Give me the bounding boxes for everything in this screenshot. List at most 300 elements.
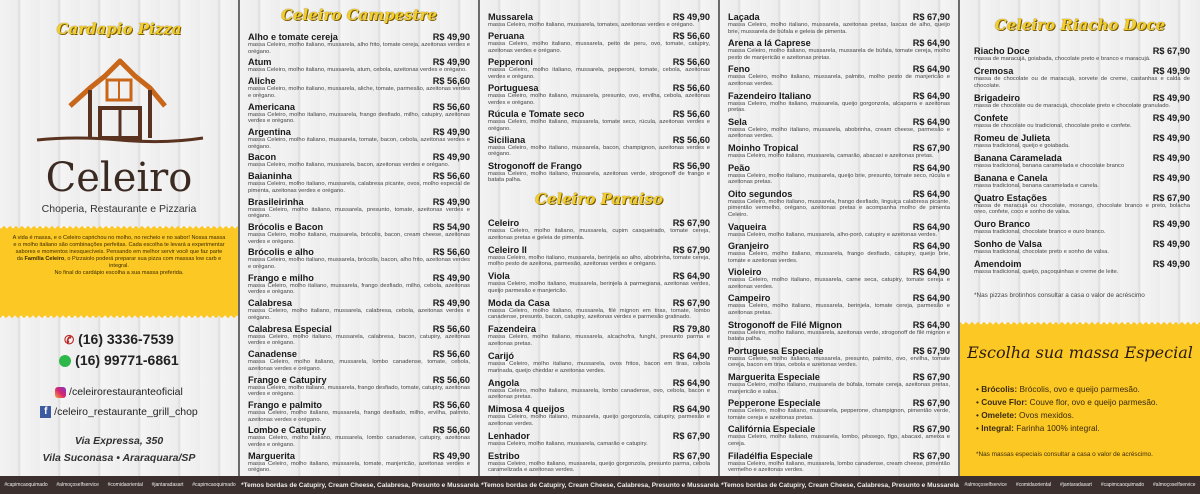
menu-item-price: R$ 56,60 [432,399,470,410]
menu-item-name: Angola [488,377,520,388]
menu-item [488,12,710,29]
menu-item-description: massa Celeiro, molho italiano, mussarela, presunto, tomate, azeitonas verdes e orégano. [248,206,470,220]
hashtag: #almoçoselfservice [1153,482,1196,488]
menu-item [974,113,1190,130]
menu-item-header [248,247,470,257]
menu-item [488,298,710,321]
campestre-paraiso-panel [480,0,720,476]
menu-item-name: Brigadeiro [974,92,1020,103]
menu-item-name: Peruana [488,31,525,42]
menu-item-header [488,135,710,145]
menu-item-name: Rúcula e Tomate seco [488,108,585,119]
menu-item-description: massa Celeiro, molho italiano, mussarela de búfala, tomate cereja, azeitonas pretas, manjericão e salsa. [728,382,950,395]
menu-item-description: massa Celeiro, molho italiano, mussarela, berinjela à parmegiana, azeitonas verdes, queijo parmesão e manjericão. [488,281,710,294]
menu-item-price: R$ 67,90 [672,450,710,461]
menu-item [728,267,950,290]
menu-item-name: Romeu de Julieta [974,132,1051,143]
campestre-panel [240,0,480,476]
menu-item-description: massa Celeiro, molho italiano, mussarela, tomate seco, rúcula, azeitonas verdes e orégano. [488,118,710,132]
menu-item-description: massa tradicional, queijo e goiabada. [974,142,1070,149]
menu-item [974,173,1190,190]
menu-item-header [728,12,950,22]
menu-item-name: Granjeiro [728,241,769,252]
menu-item-price: R$ 64,90 [912,116,950,127]
menu-item-price: R$ 49,90 [672,12,710,22]
menu-item-name: Brócolis e Bacon [248,222,324,233]
menu-item-price: R$ 56,90 [672,160,710,171]
cover-panel [0,0,240,476]
menu-item-name: Siciliana [488,134,526,145]
menu-item-header [248,273,470,283]
whatsapp-number[interactable]: (16) 99771-6861 [75,352,179,368]
borders-note-footer: *Temos bordas de Catupiry, Cream Cheese, Calabresa, Presunto e Mussarela [720,476,960,494]
menu-item [248,247,470,270]
borders-note-footer: *Temos bordas de Catupiry, Cream Cheese, Calabresa, Presunto e Mussarela [480,476,720,494]
menu-item [248,76,470,99]
menu-item-header [974,66,1190,76]
menu-item [248,298,470,321]
menu-item [488,57,710,80]
menu-item-header [974,133,1190,143]
menu-item-price: R$ 64,90 [912,162,950,173]
menu-item-description: massa Celeiro, molho italiano, mussarela, alcachofra, funghi, presunto parma e azeitonas pretas. [488,334,710,347]
menu-item [488,324,710,347]
menu-item [248,400,470,423]
menu-item-price: R$ 67,90 [912,372,950,383]
menu-item-header [728,189,950,199]
menu-item-name: Marguerita Especiale [728,372,820,383]
pizza-list [728,12,950,474]
menu-item-description: massa Celeiro, molho italiano, mussarela, palmito, molho pesto de manjericão e azeitonas verdes. [728,74,950,87]
menu-item-price: R$ 67,90 [1152,46,1190,56]
menu-item-price: R$ 49,90 [432,32,470,42]
menu-item-name: Quatro Estações [974,192,1048,203]
menu-item [974,153,1190,170]
menu-item [728,222,950,239]
menu-item [488,109,710,132]
massa-title: Escolha sua massa Especial [967,343,1193,362]
whatsapp-icon [59,355,71,367]
menu-item-price: R$ 56,60 [672,108,710,119]
intro-band [0,229,238,315]
menu-item [248,222,470,245]
massa-option: • Integral: Farinha 100% integral. [976,423,1100,433]
sweet-pizza-list [974,46,1190,276]
menu-item [248,349,470,372]
menu-item-name: Calabresa [248,298,292,309]
menu-item-description: massa Celeiro, molho italiano, mussarela, tomate, manjericão, azeitonas verdes e orégano. [248,460,470,474]
menu-item-header [488,351,710,361]
menu-item-name: Pepperone Especiale [728,398,821,409]
hashtag: #capimcaoquimado [192,482,236,488]
menu-item-header [248,298,470,308]
menu-item-price: R$ 56,60 [432,374,470,385]
menu-item-description: massa Celeiro, molho italiano, mussarela, pepperone, champignon, pimentão verde, tomate cereja e azeitonas pretas. [728,408,950,421]
menu-item-price: R$ 54,90 [432,222,470,233]
menu-item-price: R$ 49,90 [432,57,470,68]
menu-item [248,32,470,55]
menu-item [728,241,950,264]
menu-item-description: massa Celeiro, molho italiano, mussarela, aliche, tomate, parmesão, azeitonas verdes e orégano. [248,86,470,99]
massa-options [976,383,1158,435]
menu-item-description: massa Celeiro, molho italiano, mussarela, queijo gorgonzola, alcaparra e azeitonas pretas. [728,100,950,114]
menu-item-name: Mimosa 4 queijos [488,404,565,415]
facebook-line [0,406,238,418]
menu-item-description: massa Celeiro, molho italiano, mussarela, calabresa picante, ovos, molho especial de pimenta, azeitonas verdes e orégano. [248,181,470,194]
menu-item-price: R$ 56,60 [672,31,710,42]
menu-item-price: R$ 49,90 [1152,112,1190,123]
menu-item-description: massa Celeiro, molho italiano, mussarela, abobrinha, cream cheese, parmesão e azeitonas verdes. [728,126,950,140]
menu-item-description: massa Celeiro, molho italiano, mussarela, queijo gorgonzola, presunto parma, cebola caramelizada e azeitonas verdes. [488,460,710,474]
menu-item-description: massa Celeiro, molho italiano, mussarela, frango desfiado, linguiça calabresa picante, pimentão vermelho, orégano, azeitonas pretas e acompanha molho de pimenta Celeiro. [728,198,950,218]
menu-item-header [248,222,470,232]
menu-item [488,351,710,374]
menu-item-price: R$ 64,90 [672,377,710,388]
menu-item-name: Banana Caramelada [974,152,1062,163]
menu-item-header [248,324,470,334]
menu-item [728,117,950,140]
menu-item-description: massa Celeiro, molho italiano, mussarela, queijo gorgonzola, catupiry, parmesão e azeitonas verdes. [488,414,710,427]
menu-item-name: Mussarela [488,12,533,22]
menu-item-price: R$ 64,90 [912,38,950,49]
menu-item-header [248,57,470,67]
menu-item-name: Lombo e Catupiry [248,425,327,436]
menu-item [728,293,950,316]
menu-item [728,38,950,61]
menu-item-price: R$ 67,90 [912,450,950,461]
menu-item-header [728,117,950,127]
massa-band [960,325,1200,476]
menu-item-header [974,46,1190,56]
menu-item-header [248,152,470,162]
menu-item [728,451,950,474]
menu-item-name: Fazendeira [488,324,536,335]
menu-item [974,219,1190,236]
menu-item-header [248,171,470,181]
menu-item-price: R$ 56,60 [672,83,710,94]
menu-item-header [488,83,710,93]
menu-item-header [728,293,950,303]
menu-title: Cardapio Pizza [56,20,182,38]
hashtag: #jantaradasart [151,482,184,488]
menu-item-header [974,93,1190,103]
menu-item-description: massa Celeiro, molho italiano, mussarela, atum, cebola, azeitonas verdes e orégano. [248,67,467,74]
menu-item-header [488,298,710,308]
menu-item-name: Carijó [488,350,515,361]
menu-item [488,31,710,54]
menu-item [974,46,1190,63]
instagram-handle[interactable]: /celeirorestauranteoficial [69,386,183,398]
menu-item-price: R$ 49,90 [1152,239,1190,250]
menu-item-description: massa Celeiro, molho italiano, mussarela, frango desfiado, catupiry, queijo brie, tomate e azeitonas verdes. [728,251,950,264]
menu-item [974,66,1190,89]
menu-item [488,218,710,241]
menu-item-header [488,12,710,22]
menu-item-description: massa Celeiro, molho italiano, mussarela, frango desfiado, tomate, catupiry, azeitonas verdes e orégano. [248,384,470,398]
menu-item-price: R$ 64,90 [672,350,710,361]
menu-item-price: R$ 49,90 [1152,219,1190,230]
menu-item-description: massa de maracujá ou chocolate, morango, chocolate branco e preto, bolacha oreo, confete, coco e sonho de valsa. [974,202,1190,216]
menu-item-header [974,239,1190,249]
menu-item-description: massa Celeiro, molho italiano, mussarela, camarão, abacaxi e azeitonas pretas. [728,152,934,159]
menu-item-header [488,451,710,461]
menu-item [728,91,950,114]
menu-item-name: Argentina [248,127,291,138]
menu-item-header [488,109,710,119]
menu-item-name: Filadélfia Especiale [728,450,813,461]
menu-item-name: Arena a lá Caprese [728,38,811,49]
menu-item [728,143,950,160]
menu-item-price: R$ 67,90 [912,345,950,356]
menu-item-price: R$ 67,90 [912,12,950,22]
menu-item-price: R$ 79,80 [672,324,710,335]
address-line-1: Via Expressa, 350 [74,435,164,447]
menu-item-description: massa de chocolate ou tradicional, chocolate preto e confete. [974,122,1132,129]
menu-item-description: massa de chocolate ou de maracujá, chocolate preto e chocolate granulado. [974,102,1171,109]
menu-item-description: massa Celeiro, molho italiano, mussarela, filé mignon em tiras, tomate, lombo canadense, presunto, bacon, catupiry, azeitonas verdes e parmesão gratinado. [488,307,710,321]
menu-item [248,57,470,74]
menu-item [728,163,950,186]
menu-item [248,273,470,296]
menu-item-price: R$ 49,90 [1152,172,1190,183]
menu-item-price: R$ 67,90 [672,218,710,228]
menu-item-description: massa de maracujá, goiabada, chocolate preto e branco e maracujá. [974,56,1151,62]
menu-item [728,189,950,219]
menu-item-name: Baianinha [248,171,292,182]
menu-item-header [248,451,470,461]
menu-item-header [488,218,710,228]
menu-item-description: massa Celeiro, molho italiano, mussarela, bacon, azeitonas verdes e orégano. [248,162,450,169]
menu-item-name: Feno [728,64,750,75]
menu-item-price: R$ 56,60 [672,134,710,145]
menu-item-name: Lenhador [488,430,530,441]
menu-item-price: R$ 64,90 [912,319,950,330]
menu-item-description: massa de chocolate ou de maracujá, sorvete de creme, castanhas e calda de chocolate. [974,76,1190,89]
menu-item-name: Campeiro [728,293,771,304]
menu-item-price: R$ 49,90 [432,272,470,283]
menu-item-price: R$ 64,90 [912,188,950,199]
menu-item-price: R$ 56,60 [432,349,470,360]
menu-item [728,346,950,369]
menu-item-description: massa Celeiro, molho italiano, mussarela, azeitonas verde, strogonoff de filé mignon e batata palha. [728,329,950,343]
hashtag: #capimcaoquimado [4,482,48,488]
menu-item-description: massa Celeiro, molho italiano, mussarela, ovos fritos, bacon em tiras, cebola marinada, queijo cheddar e azeitonas verdes. [488,360,710,374]
menu-item-name: Violeiro [728,267,762,278]
menu-item-price: R$ 64,90 [912,241,950,252]
address-line-2: Vila Suconasa • Araraquara/SP [42,452,196,464]
menu-item-header [728,372,950,382]
menu-item-price: R$ 64,90 [912,267,950,278]
menu-item-header [488,245,710,255]
whatsapp-line [0,352,238,368]
menu-item [974,93,1190,110]
menu-item-header [488,271,710,281]
menu-item-description: massa Celeiro, molho italiano, mussarela, lombo canadense, cream cheese, pimentão vermelho e azeitonas verdes. [728,460,950,474]
menu-item-header [974,173,1190,183]
menu-item-description: massa tradicional, banana caramelada e canela. [974,182,1099,189]
menu-item-name: Portuguesa Especiale [728,345,824,356]
menu-item-price: R$ 49,90 [1152,132,1190,143]
menu-item-price: R$ 67,90 [1152,192,1190,203]
menu-item-name: Bacon [248,152,277,163]
menu-item-name: Alho e tomate cereja [248,32,338,42]
menu-item-description: massa Celeiro, molho italiano, mussarela, calabresa, bacon, catupiry, azeitonas verdes e orégano. [248,333,470,347]
menu-item-name: Celeiro [488,218,520,228]
menu-item-name: Sonho de Valsa [974,239,1042,250]
menu-item-description: massa tradicional, chocolate branco e ouro branco. [974,229,1106,236]
menu-item-description: massa Celeiro, molho italiano, mussarela, mussarela de búfala, tomate cereja, molho pesto de manjericão e azeitonas pretas. [728,48,950,61]
pizza-list [488,218,710,474]
menu-item-header [728,346,950,356]
menu-item-price: R$ 49,90 [1152,92,1190,103]
massa-note: *Nas massas especiais consultar a casa o valor de acréscimo. [976,451,1153,458]
menu-item-name: Ouro Branco [974,219,1031,230]
menu-item-description: massa Celeiro, molho italiano, mussarela, peito de peru, ovo, tomate, catupiry, azeitonas verdes e orégano. [488,41,710,54]
menu-item-description: massa Celeiro, molho italiano, mussarela, lombo canadense, tomate, cebola, azeitonas verdes e orégano. [248,359,470,372]
menu-item-price: R$ 56,60 [432,247,470,258]
menu-item [974,133,1190,150]
menu-item [248,197,470,220]
menu-item-description: massa Celeiro, molho italiano, mussarela, azeitonas pretas, lascas de alho, queijo brie, mussarela de búfala e geleia de pimenta. [728,22,950,35]
menu-item-name: Strogonoff de Frango [488,160,582,171]
menu-item [974,239,1190,256]
menu-item-name: Laçada [728,12,760,22]
menu-item [248,102,470,125]
menu-item-description: massa tradicional, banana caramelada e chocolate branco [974,162,1125,169]
hashtag-footer [0,476,240,494]
menu-item-header [728,320,950,330]
menu-item [248,324,470,347]
hashtag: #capimcaoquimado [1100,482,1145,488]
phone-icon: ✆ [64,333,75,348]
massa-option: • Brócolis: Brócolis, ovo e queijo parmesão. [976,384,1140,394]
menu-item-name: Amendoim [974,259,1022,270]
menu-item-header [974,219,1190,229]
menu-item-name: Canadense [248,349,298,360]
menu-item-price: R$ 64,90 [912,64,950,75]
menu-item-description: massa Celeiro, molho italiano, mussarela, cupim casqueirado, tomate cereja, azeitonas pretas e geleia de pimenta. [488,228,710,241]
menu-item-description: massa tradicional, chocolate preto e sonho de valsa. [974,249,1110,256]
menu-item-description: massa Celeiro, molho italiano, mussarela, alho-poró, catupiry e azeitonas verdes. [728,231,938,238]
menu-item [488,378,710,401]
menu-item-name: Viola [488,271,510,282]
menu-item [728,64,950,87]
menu-item-header [488,161,710,171]
menu-item-name: Americana [248,101,295,112]
hashtag: #comidaoriental [107,482,143,488]
menu-item-name: Marguerita [248,450,295,461]
menu-item-name: Sela [728,116,747,127]
menu-item-header [248,76,470,86]
menu-item-header [248,102,470,112]
menu-item-price: R$ 56,60 [432,323,470,334]
phone-line [0,331,238,347]
menu-item-header [248,32,470,42]
menu-item-header [488,57,710,67]
menu-item-name: Banana e Canela [974,172,1048,183]
section-title-paraiso: Celeiro Paraiso [535,190,663,208]
hashtag: #jantaradasart [1059,482,1092,488]
menu-item-name: Brócolis e alho [248,247,314,258]
instagram-icon [55,387,66,398]
menu-item-price: R$ 64,90 [912,293,950,304]
menu-item [248,152,470,169]
menu-item [728,424,950,447]
menu-item [248,451,470,474]
menu-item-name: Calabresa Especial [248,323,332,334]
menu-item-price: R$ 56,60 [432,171,470,182]
menu-item-price: R$ 49,90 [432,152,470,163]
menu-item [728,12,950,35]
menu-item-header [728,424,950,434]
menu-item-description: massa Celeiro, molho italiano, mussarela, berinjela, tomate cereja, parmesão e azeitonas pretas. [728,303,950,317]
brand-subtitle: Choperia, Restaurante e Pizzaria [41,203,197,215]
menu-item-header [488,378,710,388]
facebook-handle[interactable]: /celeiro_restaurante_grill_chop [54,406,198,418]
menu-item-price: R$ 56,60 [432,425,470,436]
menu-item-header [974,153,1190,163]
menu-item-header [488,324,710,334]
menu-item [248,425,470,448]
menu-item-header [728,163,950,173]
menu-item-name: Aliche [248,76,276,87]
doce-panel [960,0,1200,476]
menu-item-description: massa Celeiro, molho italiano, mussarela, lombo, pêssego, figo, abacaxi, ameixa e cereja. [728,434,950,447]
menu-item-description: massa Celeiro, molho italiano, mussarela, presunto, palmito, ovo, ervilha, tomate cereja, bacon em tiras, cebola e azeitonas verdes. [728,355,950,369]
menu-item-price: R$ 56,60 [432,76,470,87]
menu-item-name: Vaqueira [728,221,767,232]
menu-item-header [728,38,950,48]
menu-item-description: massa Celeiro, molho italiano, mussarela, lombo canadense, catupiry, azeitonas verdes e orégano. [248,435,470,448]
pizza-list [248,32,470,474]
menu-item [488,404,710,427]
hashtag: #comidaoriental [1015,482,1052,488]
menu-item-name: Peão [728,162,750,173]
menu-item-price: R$ 67,90 [672,244,710,255]
menu-item [488,271,710,294]
menu-item-description: massa tradicional, queijo, paçoquinhas e creme de leite. [974,269,1119,276]
menu-item-price: R$ 56,60 [672,57,710,68]
menu-item-price: R$ 67,90 [912,424,950,435]
menu-item-name: Estribo [488,450,520,461]
menu-item [248,375,470,398]
menu-item-price: R$ 67,90 [912,398,950,409]
phone-number[interactable]: (16) 3336-7539 [78,331,174,347]
menu-item-header [488,31,710,41]
massa-option: • Omelete: Ovos mexidos. [976,410,1074,420]
menu-item-header [728,91,950,101]
menu-item-description: massa Celeiro, molho italiano, mussarela, tomate, bacon, cebola, azeitonas verdes e orégano. [248,137,470,150]
menu-item-header [974,193,1190,203]
menu-item-name: Moda da Casa [488,297,550,308]
instagram-line [0,386,238,398]
menu-item-price: R$ 56,60 [432,101,470,112]
menu-item-description: massa Celeiro, molho italiano, mussarela, calabresa, cebola, azeitonas verdes e orégano. [248,308,470,321]
menu-item-header [488,404,710,414]
menu-item-description: massa Celeiro, molho italiano, mussarela, brócolis, bacon, cream cheese, azeitonas verdes e orégano. [248,232,470,245]
menu-item [974,259,1190,276]
menu-item-price: R$ 64,90 [672,271,710,282]
menu-item-description: massa Celeiro, molho italiano, mussarela, frango desfiado, milho, catupiry, azeitonas verdes e orégano. [248,111,470,125]
menu-item-price: R$ 64,90 [912,90,950,101]
menu-item-name: Celeiro II [488,244,527,255]
menu-item [728,320,950,343]
menu-item-header [728,64,950,74]
menu-item [488,135,710,158]
menu-item-header [728,241,950,251]
menu-item-name: Strogonoff de Filé Mignon [728,319,842,330]
menu-item [728,398,950,421]
